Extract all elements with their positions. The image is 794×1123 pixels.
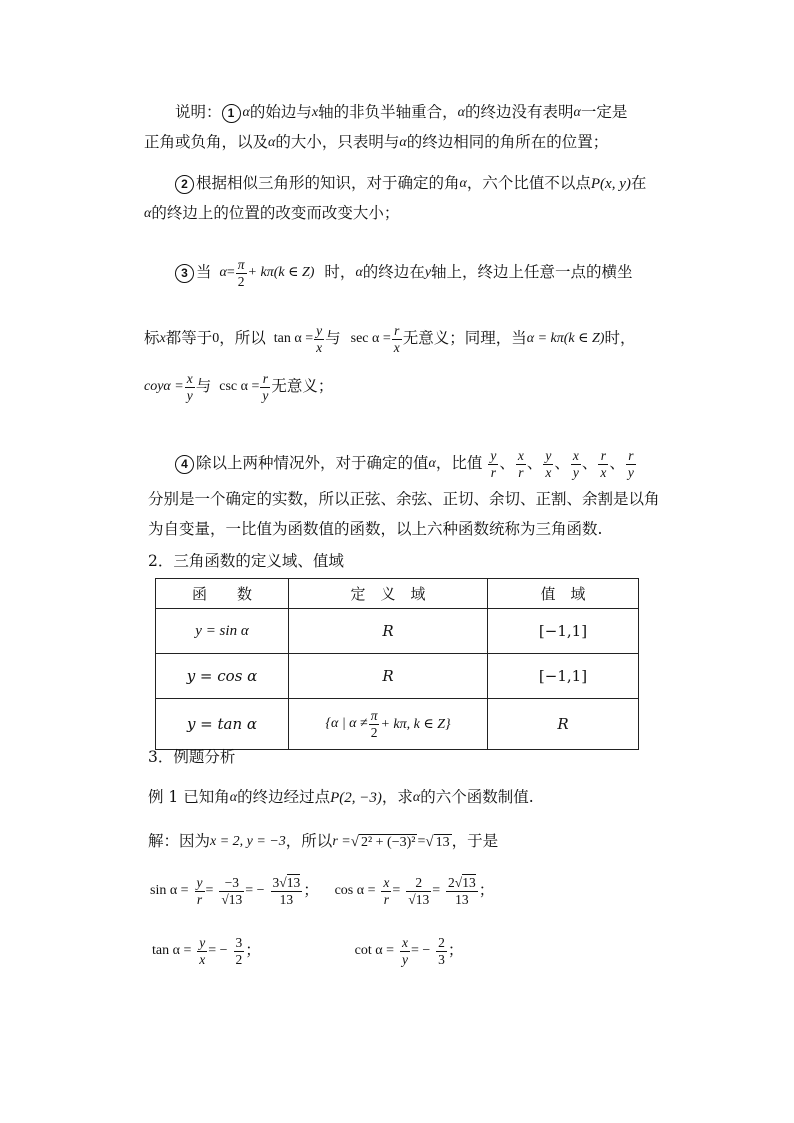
- frac-num: y: [490, 447, 497, 463]
- frac-num: x: [186, 370, 193, 386]
- number-circle-4: 4: [175, 455, 194, 474]
- semicolon: ；: [447, 941, 464, 959]
- tan-lhs: tan α =: [152, 943, 192, 958]
- frac-num: 2√13: [448, 874, 476, 890]
- cell-range: R: [488, 699, 639, 750]
- fraction: [446, 875, 478, 908]
- x-symbol: x: [311, 105, 319, 120]
- text: 一定是: [580, 103, 628, 121]
- frac-den: 2: [235, 951, 243, 967]
- fraction: [436, 935, 447, 968]
- coy-lhs: coyα =: [144, 379, 184, 394]
- alpha-symbol: α: [242, 105, 250, 120]
- solution-line3: [152, 928, 794, 973]
- alpha-symbol: α: [459, 176, 467, 191]
- given-values: x = 2, y = −3: [210, 834, 286, 849]
- eq: =: [432, 883, 441, 898]
- cell-range: [−1,1]: [488, 654, 639, 699]
- frac-den: x: [199, 951, 206, 967]
- text: 时，: [324, 263, 356, 281]
- frac-num: r: [600, 447, 607, 463]
- header-range: 值 域: [488, 579, 639, 609]
- para3-line1: 3 当 α= $\frac{\pi}{2}$ + kπ(k ∈ Z) 时，α的终边在y轴上，终边上任意一点的横坐: [175, 252, 794, 293]
- alpha-symbol: α: [428, 456, 436, 471]
- alpha-symbol: α: [219, 265, 227, 280]
- ratio-fraction: [543, 448, 553, 481]
- text: 的始边与: [249, 103, 312, 121]
- alpha-symbol: α: [573, 105, 581, 120]
- csc-lhs: csc α =: [219, 379, 260, 394]
- text: 的终边没有表明: [464, 103, 574, 121]
- text: 在: [630, 174, 647, 192]
- text: 与: [325, 329, 341, 347]
- text: 正角或负角，以及: [144, 133, 269, 151]
- condition-tail: + kπ(k ∈ Z): [247, 265, 315, 280]
- frac-den: 13: [271, 891, 303, 908]
- sep: 、: [609, 454, 625, 472]
- domain-post: + kπ, k ∈ Z}: [380, 716, 451, 732]
- text: ，于是: [451, 832, 499, 850]
- ratio-fraction: [598, 448, 608, 481]
- fraction: [234, 935, 245, 968]
- para2-line1: [175, 172, 794, 195]
- eq-minus: = −: [245, 883, 265, 898]
- fraction: [381, 875, 391, 908]
- x-over-y-fraction: [185, 371, 195, 404]
- frac-den: r: [195, 891, 205, 908]
- text: 解：因为: [148, 832, 211, 850]
- para1-line2: [144, 131, 794, 154]
- cell-domain: R: [289, 609, 488, 654]
- ratio-fraction: [626, 448, 636, 481]
- alpha-symbol: α: [229, 790, 238, 805]
- zero: 0: [212, 331, 220, 346]
- sec-lhs: sec α =: [350, 331, 391, 346]
- eq: =: [417, 834, 426, 849]
- y-symbol: y: [424, 265, 432, 280]
- alpha-symbol: α: [412, 790, 421, 805]
- y-over-x-fraction: [314, 323, 324, 356]
- sep: 、: [526, 454, 543, 472]
- frac-den: 13: [446, 891, 478, 908]
- example-1: [148, 786, 794, 809]
- text: 根据相似三角形的知识，对于确定的角: [196, 174, 460, 192]
- text: 当: [196, 263, 212, 281]
- frac-den: y: [572, 464, 579, 480]
- text: 例 1 已知角: [148, 788, 230, 806]
- frac-num: x: [517, 447, 524, 463]
- semicolon: ；: [478, 881, 495, 899]
- radicand: 2² + (−3)²: [360, 834, 416, 850]
- domain-range-table: [155, 578, 639, 750]
- text: ，所以: [219, 329, 266, 347]
- sqrt-expression: √ 2² + (−3)²: [350, 833, 416, 850]
- frac-den: x: [316, 339, 323, 355]
- text: 与: [195, 377, 212, 395]
- sep: 、: [554, 454, 570, 472]
- frac-num: 3√13: [272, 874, 301, 890]
- r-over-x-fraction: [392, 323, 402, 356]
- semicolon: ；: [303, 881, 319, 899]
- frac-num: y: [545, 447, 552, 463]
- text: 的终边上的位置的改变而改变大小；: [151, 204, 400, 222]
- para3-line3: [144, 366, 794, 407]
- text: 的终边在: [362, 263, 425, 281]
- cos-lhs: cos α =: [334, 883, 376, 898]
- coef: 3: [272, 874, 280, 890]
- para3-line2: [144, 318, 794, 359]
- alpha-symbol: α: [144, 206, 152, 221]
- header-function: 函 数: [156, 579, 289, 609]
- radicand: 13: [228, 891, 243, 907]
- alpha-symbol: α: [399, 135, 407, 150]
- frac-den: 2: [236, 273, 247, 290]
- sin-lhs: sin α =: [150, 883, 189, 898]
- text: 的终边相同的角所在的位置；: [406, 133, 609, 151]
- frac-den: √13: [221, 891, 243, 907]
- frac-num: 2: [438, 934, 445, 950]
- cell-domain: R: [289, 654, 488, 699]
- frac-num: 2: [415, 874, 423, 890]
- text: 都等于: [165, 329, 213, 347]
- text: ，所以: [285, 832, 333, 850]
- cell-range: [−1,1]: [488, 609, 639, 654]
- r-lhs: r =: [332, 834, 351, 849]
- coef: 2: [448, 874, 455, 890]
- frac-num: r: [262, 370, 268, 386]
- condition-2: α = kπ(k ∈ Z): [526, 331, 605, 346]
- radicand: 13: [415, 891, 430, 907]
- sqrt-13: √ 13: [425, 833, 450, 850]
- text: ，六个比值不以点: [466, 174, 591, 192]
- frac-den: √13: [408, 891, 430, 907]
- para2-line2: [144, 202, 794, 225]
- semicolon: ；: [245, 941, 261, 959]
- point-pxy: P(x, y): [590, 176, 631, 192]
- pi-over-2-fraction: [236, 257, 247, 290]
- text: 的终边经过点: [237, 788, 331, 806]
- tan-lhs: tan α =: [273, 331, 314, 346]
- frac-den: r: [488, 464, 498, 481]
- text: 的大小，只表明与: [275, 133, 400, 151]
- frac-num: π: [370, 707, 378, 723]
- alpha-symbol: α: [457, 105, 465, 120]
- para4-line3: 为自变量，一比值为函数值的函数，以上六种函数统称为三角函数.: [148, 520, 603, 538]
- eq: =: [205, 883, 214, 898]
- eq-minus: = −: [410, 943, 431, 958]
- text: 时，: [604, 329, 636, 347]
- note-lead: 说明：: [175, 103, 222, 121]
- radicand: 13: [462, 874, 476, 890]
- ratio-fraction: [571, 448, 581, 481]
- text: ，比值: [435, 454, 483, 472]
- table-row: [156, 699, 639, 750]
- frac-den: y: [401, 951, 408, 967]
- frac-den: y: [627, 464, 634, 480]
- table-row: [156, 609, 639, 654]
- ratio-fraction: [488, 448, 498, 481]
- solution-line2: [150, 868, 794, 913]
- frac-num: 3: [235, 934, 243, 950]
- table-row: [156, 654, 639, 699]
- sep: 、: [499, 454, 515, 472]
- cell-func: y = tan α: [156, 699, 289, 750]
- section-3-heading: 3．例题分析: [148, 748, 236, 766]
- fraction: [195, 875, 205, 908]
- frac-den: 3: [438, 951, 445, 967]
- frac-num: y: [316, 322, 323, 338]
- frac-den: x: [545, 464, 552, 480]
- frac-num: π: [237, 256, 245, 272]
- text: 轴的非负半轴重合，: [318, 103, 458, 121]
- frac-den: r: [381, 891, 391, 908]
- text: 标: [144, 329, 160, 347]
- cell-func: y = sin α: [156, 609, 289, 654]
- ratio-fraction: [516, 448, 526, 481]
- cell-func: y = cos α: [156, 654, 289, 699]
- frac-den: y: [262, 387, 269, 403]
- r-over-y-fraction: [260, 371, 270, 404]
- number-circle-2: 2: [175, 175, 194, 194]
- fraction: [271, 875, 303, 908]
- cot-lhs: cot α =: [354, 943, 394, 958]
- frac-num: x: [572, 447, 579, 463]
- frac-num: r: [394, 322, 400, 338]
- frac-num: x: [383, 874, 390, 890]
- section-2-heading: 2．三角函数的定义域、值域: [148, 552, 344, 570]
- sep: 、: [581, 454, 598, 472]
- frac-num: r: [628, 447, 634, 463]
- point-p: P(2, −3): [330, 790, 382, 806]
- frac-num: −3: [224, 874, 239, 890]
- text: 无意义；同理，当: [402, 329, 527, 347]
- cell-domain: [289, 699, 488, 750]
- para4-line1: [175, 443, 794, 484]
- table-header-row: [156, 579, 639, 609]
- fraction: [197, 935, 207, 968]
- radicand: 13: [286, 874, 301, 890]
- eq: =: [392, 883, 401, 898]
- radicand: 13: [435, 834, 450, 850]
- para1-line1: [175, 101, 794, 124]
- text: 轴上，终边上任意一点的横坐: [431, 263, 633, 281]
- text: 的六个函数制值.: [420, 788, 534, 806]
- alpha-symbol: α: [355, 265, 363, 280]
- fraction: [219, 875, 244, 908]
- x-symbol: x: [159, 331, 166, 346]
- header-domain: 定 义 域: [289, 579, 488, 609]
- text: 无意义；: [271, 377, 334, 395]
- para4-line2: 分别是一个确定的实数，所以正弦、余弦、正切、余切、正割、余割是以角: [148, 490, 660, 508]
- frac-den: 2: [369, 724, 380, 741]
- text: 除以上两种情况外，对于确定的值: [196, 454, 429, 472]
- fraction: [406, 875, 431, 908]
- frac-num: x: [401, 934, 408, 950]
- frac-den: x: [600, 464, 607, 480]
- number-circle-1: 1: [222, 104, 241, 123]
- frac-den: y: [186, 387, 193, 403]
- alpha-symbol: α: [268, 135, 276, 150]
- pi-over-2-fraction: [369, 708, 380, 741]
- frac-den: r: [516, 464, 526, 481]
- domain-pre: {α | α ≠: [325, 716, 368, 731]
- text: ，求: [381, 788, 413, 806]
- number-circle-3: 3: [175, 264, 194, 283]
- eq-minus: = −: [208, 943, 228, 958]
- fraction: [400, 935, 410, 968]
- frac-num: y: [199, 934, 206, 950]
- frac-num: y: [196, 874, 203, 890]
- frac-den: x: [393, 339, 400, 355]
- solution-line1: [148, 830, 794, 854]
